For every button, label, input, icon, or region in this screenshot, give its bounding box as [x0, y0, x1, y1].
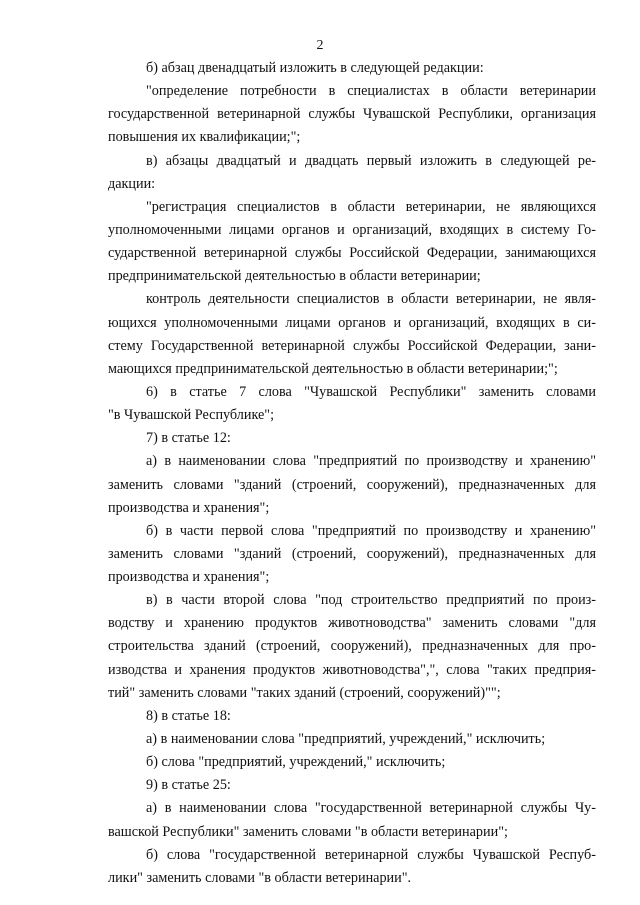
text-line: повышения их квалификации;";: [108, 129, 301, 146]
text-line: заменить словами "зданий (строений, сооружений), предназначенных для: [108, 545, 596, 562]
text-line: сударственной ветеринарной службы Российской Федерации, занимающихся: [108, 245, 596, 262]
text-line: "определение потребности в специалистах в области ветеринарии: [146, 83, 596, 100]
text-line: вашской Республики" заменить словами "в области ветеринарии";: [108, 823, 508, 840]
text-line: б) абзац двенадцатый изложить в следующей редакции:: [146, 60, 484, 76]
text-line: б) слова "государственной ветеринарной службы Чувашской Респуб-: [146, 846, 596, 863]
text-line: строительства зданий (строений, сооружений), предназначенных для про-: [108, 638, 596, 655]
text-line: 9) в статье 25:: [146, 777, 231, 794]
text-line: контроль деятельности специалистов в области ветеринарии, не явля-: [146, 291, 596, 308]
text-line: "регистрация специалистов в области ветеринарии, не являющихся: [146, 198, 596, 215]
text-line: тий" заменить словами "таких зданий (строений, сооружений)"";: [108, 684, 501, 701]
text-line: производства и хранения";: [108, 569, 270, 586]
text-line: уполномоченными лицами органов и организаций, входящих в систему Го-: [108, 221, 596, 238]
text-line: мающихся предпринимательской деятельностью в области ветеринарии;";: [108, 360, 558, 377]
text-line: 7) в статье 12:: [146, 430, 231, 447]
text-line: а) в наименовании слова "предприятий, учреждений," исключить;: [146, 731, 546, 748]
text-line: а) в наименовании слова "государственной ветеринарной службы Чу-: [146, 800, 596, 817]
text-line: стему Государственной ветеринарной службы Российской Федерации, зани-: [108, 337, 596, 354]
text-line: в) абзацы двадцатый и двадцать первый изложить в следующей ре-: [146, 152, 596, 169]
text-line: а) в наименовании слова "предприятий по производству и хранению": [146, 453, 596, 470]
text-line: 6) в статье 7 слова "Чувашской Республики" заменить словами: [146, 383, 596, 400]
text-line: водству и хранению продуктов животноводства" заменить словами "для: [108, 615, 596, 632]
text-line: 8) в статье 18:: [146, 707, 231, 724]
text-line: дакции:: [108, 175, 156, 192]
text-line: предпринимательской деятельностью в области ветеринарии;: [108, 268, 481, 285]
text-line: лики" заменить словами "в области ветеринарии".: [108, 869, 412, 886]
text-line: "в Чувашской Республике";: [108, 407, 275, 424]
text-line: заменить словами "зданий (строений, сооружений), предназначенных для: [108, 476, 596, 493]
page-number: 2: [316, 38, 324, 53]
text-line: ющихся уполномоченными лицами органов и организаций, входящих в си-: [108, 314, 596, 331]
text-line: в) в части второй слова "под строительство предприятий по произ-: [146, 592, 596, 609]
text-line: б) в части первой слова "предприятий по производству и хранению": [146, 522, 596, 539]
text-line: государственной ветеринарной службы Чувашской Республики, организация: [108, 106, 596, 123]
text-line: б) слова "предприятий, учреждений," исключить;: [146, 754, 446, 771]
text-line: производства и хранения";: [108, 499, 270, 516]
text-line: изводства и хранения продуктов животноводства",", слова "таких предприя-: [108, 661, 596, 678]
